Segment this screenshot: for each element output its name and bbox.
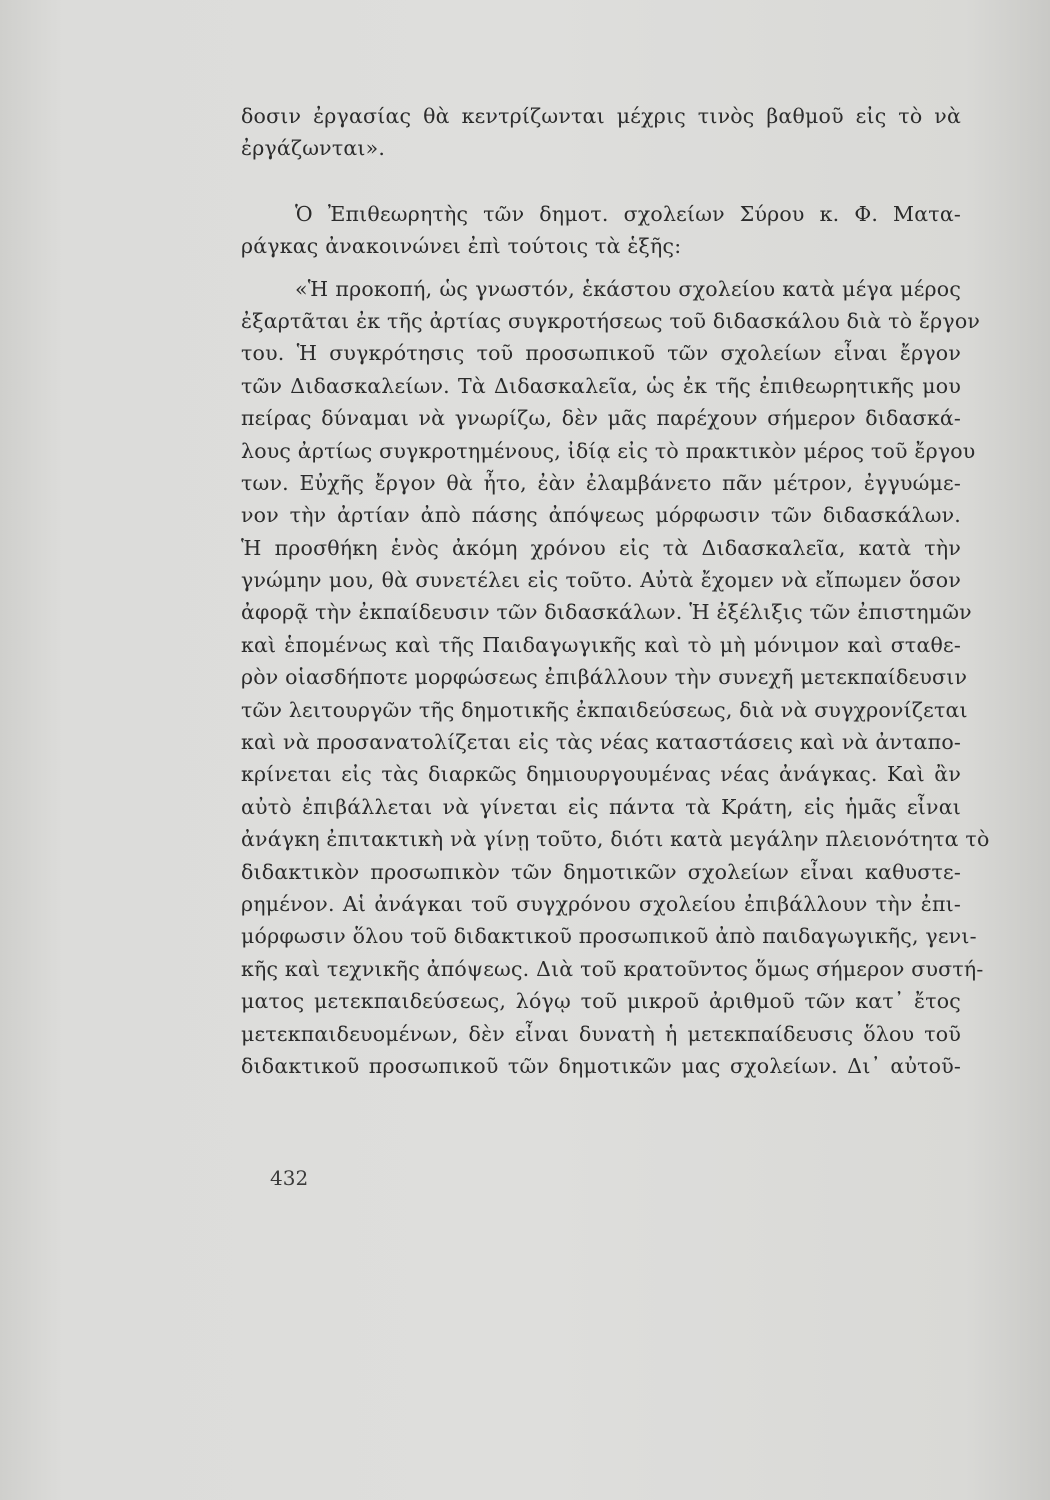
text-line: καὶ νὰ προσανατολίζεται εἰς τὰς νέας καταστάσεις καὶ νὰ ἀνταπο- — [241, 730, 961, 755]
text-line: Ἡ προσθήκη ἑνὸς ἀκόμη χρόνου εἰς τὰ Διδασκαλεῖα, κατὰ τὴν — [241, 535, 961, 560]
text-line: καὶ ἑπομένως καὶ τῆς Παιδαγωγικῆς καὶ τὸ μὴ μόνιμον καὶ σταθε- — [241, 632, 961, 657]
text-line: ρημένον. Αἱ ἀνάγκαι τοῦ συγχρόνου σχολείου ἐπιβάλλουν τὴν ἐπι- — [241, 891, 961, 916]
text-line: διδακτικοῦ προσωπικοῦ τῶν δημοτικῶν μας σχολείων. Δι᾽ αὐτοῦ- — [241, 1053, 961, 1078]
body-text — [241, 100, 990, 1082]
text-line: Ὁ Ἐπιθεωρητὴς τῶν δημοτ. σχολείων Σύρου κ. Φ. Ματα- — [295, 201, 961, 226]
text-line: τῶν λειτουργῶν τῆς δημοτικῆς ἐκπαιδεύσεως, διὰ νὰ συγχρονίζεται — [241, 697, 968, 722]
text-line: κρίνεται εἰς τὰς διαρκῶς δημιουργουμένας νέας ἀνάγκας. Καὶ ἂν — [241, 762, 961, 787]
text-line: μόρφωσιν ὅλου τοῦ διδακτικοῦ προσωπικοῦ ἀπὸ παιδαγωγικῆς, γενι- — [241, 924, 977, 949]
text-line: νον τὴν ἀρτίαν ἀπὸ πάσης ἀπόψεως μόρφωσιν τῶν διδασκάλων. — [241, 503, 961, 528]
text-line: των. Εὐχῆς ἔργον θὰ ἦτο, ἐὰν ἐλαμβάνετο πᾶν μέτρον, ἐγγυώμε- — [241, 470, 961, 495]
text-line: διδακτικὸν προσωπικὸν τῶν δημοτικῶν σχολείων εἶναι καθυστε- — [241, 859, 961, 884]
text-line: λους ἀρτίως συγκροτημένους, ἰδίᾳ εἰς τὸ πρακτικὸν μέρος τοῦ ἔργου — [241, 438, 976, 463]
text-line: «Ἡ προκοπή, ὡς γνωστόν, ἑκάστου σχολείου κατὰ μέγα μέρος — [295, 276, 961, 301]
text-line: ματος μετεκπαιδεύσεως, λόγῳ τοῦ μικροῦ ἀριθμοῦ τῶν κατ᾽ ἔτος — [241, 989, 961, 1014]
text-line: πείρας δύναμαι νὰ γνωρίζω, δὲν μᾶς παρέχουν σήμερον διδασκά- — [241, 406, 961, 431]
text-line: τῶν Διδασκαλείων. Τὰ Διδασκαλεῖα, ὡς ἐκ τῆς ἐπιθεωρητικῆς μου — [241, 373, 961, 398]
text-line: μετεκπαιδευομένων, δὲν εἶναι δυνατὴ ἡ μετεκπαίδευσις ὅλου τοῦ — [241, 1021, 961, 1046]
text-line: ἀφορᾷ τὴν ἐκπαίδευσιν τῶν διδασκάλων. Ἡ ἐξέλιξις τῶν ἐπιστημῶν — [241, 600, 972, 625]
text-line: κῆς καὶ τεχνικῆς ἀπόψεως. Διὰ τοῦ κρατοῦντος ὅμως σήμερον συστή- — [241, 956, 984, 981]
page-number: 432 — [270, 1166, 309, 1190]
text-line: αὐτὸ ἐπιβάλλεται νὰ γίνεται εἰς πάντα τὰ Κράτη, εἰς ἡμᾶς εἶναι — [241, 794, 961, 819]
text-line: του. Ἡ συγκρότησις τοῦ προσωπικοῦ τῶν σχολείων εἶναι ἔργον — [241, 341, 961, 366]
text-line: δοσιν ἐργασίας θὰ κεντρίζωνται μέχρις τινὸς βαθμοῦ εἰς τὸ νὰ — [241, 104, 961, 128]
text-line: ρὸν οἱασδήποτε μορφώσεως ἐπιβάλλουν τὴν συνεχῆ μετεκπαίδευσιν — [241, 665, 968, 690]
text-line: γνώμην μου, θὰ συνετέλει εἰς τοῦτο. Αὐτὰ ἔχομεν νὰ εἴπωμεν ὅσον — [241, 568, 961, 593]
text-line: ἐξαρτᾶται ἐκ τῆς ἀρτίας συγκροτήσεως τοῦ διδασκάλου διὰ τὸ ἔργον — [241, 308, 981, 333]
text-line: ράγκας ἀνακοινώνει ἐπὶ τούτοις τὰ ἑξῆς: — [241, 234, 682, 259]
text-line: ἀνάγκη ἐπιτακτικὴ νὰ γίνῃ τοῦτο, διότι κατὰ μεγάλην πλειονότητα τὸ — [241, 827, 990, 852]
text-line: ἐργάζωνται». — [241, 136, 386, 161]
